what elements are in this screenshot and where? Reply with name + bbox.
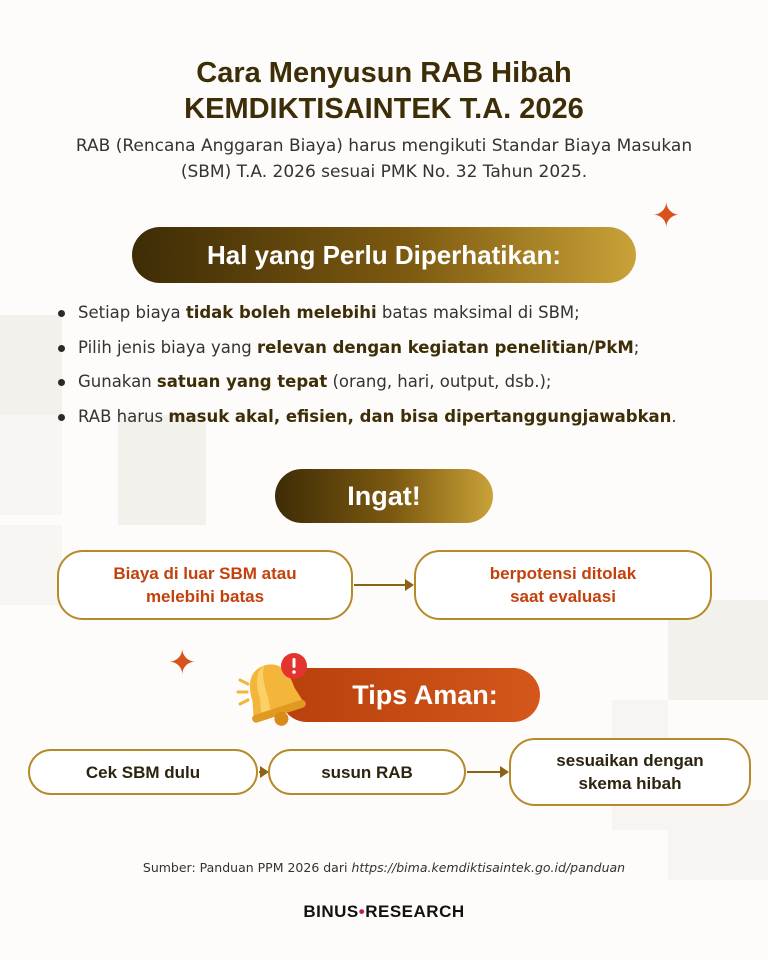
tips-step-3-box (509, 738, 751, 806)
source-note (0, 860, 768, 875)
title-line-1: Cara Menyusun RAB Hibah (196, 57, 572, 89)
tips-label: Tips Aman: (352, 680, 498, 710)
bg-square (0, 525, 62, 605)
tips-step-2: susun RAB (321, 762, 413, 782)
ingat-condition-box (57, 550, 353, 620)
arrow-right-icon (354, 584, 412, 586)
bg-square (0, 415, 62, 515)
ingat-result-line-2: saat evaluasi (510, 587, 616, 606)
tips-step-2-box (268, 749, 466, 795)
ingat-pill (275, 469, 493, 523)
page-title (0, 55, 768, 127)
list-item: Setiap biaya tidak boleh melebihi batas maksimal di SBM; (56, 296, 756, 331)
binus-research-logo (0, 902, 768, 922)
tips-step-3-line-1: sesuaikan dengan (556, 751, 704, 770)
bullet-icon (58, 310, 65, 317)
title-line-2: KEMDIKTISAINTEK T.A. 2026 (184, 93, 584, 125)
subtitle-line-1: RAB (Rencana Anggaran Biaya) harus mengikuti Standar Biaya Masukan (75, 136, 693, 156)
list-item: Gunakan satuan yang tepat (orang, hari, output, dsb.); (56, 365, 756, 400)
bell-alert-icon (232, 650, 316, 734)
list-item: RAB harus masuk akal, efisien, dan bisa dipertanggungjawabkan. (56, 400, 756, 435)
sparkle-icon: ✦ (168, 643, 197, 683)
bullet-icon (58, 414, 65, 421)
section-heading: Hal yang Perlu Diperhatikan: (207, 240, 561, 270)
tips-step-1-box (28, 749, 258, 795)
source-prefix: Sumber: Panduan PPM 2026 dari (142, 860, 352, 875)
logo-part-1: BINUS (303, 902, 359, 921)
tips-pill (280, 668, 540, 722)
bullet-icon (58, 379, 65, 386)
page-subtitle (40, 133, 728, 185)
tips-step-1: Cek SBM dulu (85, 762, 201, 782)
bullet-icon (58, 345, 65, 352)
section-heading-pill (132, 227, 636, 283)
source-link[interactable]: https://bima.kemdiktisaintek.go.id/panduan (351, 860, 626, 875)
ingat-result-line-1: berpotensi ditolak (489, 564, 637, 583)
bg-square (0, 315, 62, 415)
list-item: Pilih jenis biaya yang relevan dengan kegiatan penelitian/PkM; (56, 331, 756, 366)
logo-mark-icon: • (358, 902, 366, 921)
notes-list (56, 296, 756, 434)
ingat-condition-line-1: Biaya di luar SBM atau (113, 564, 297, 583)
tips-step-3-line-2: skema hibah (578, 774, 682, 793)
ingat-condition-line-2: melebihi batas (145, 587, 265, 606)
subtitle-line-2: (SBM) T.A. 2026 sesuai PMK No. 32 Tahun 2025. (180, 162, 588, 182)
logo-part-2: RESEARCH (365, 902, 465, 921)
arrow-right-icon (259, 771, 267, 773)
ingat-label: Ingat! (347, 481, 421, 511)
arrow-right-icon (467, 771, 507, 773)
ingat-result-box (414, 550, 712, 620)
sparkle-icon: ✦ (652, 196, 681, 236)
